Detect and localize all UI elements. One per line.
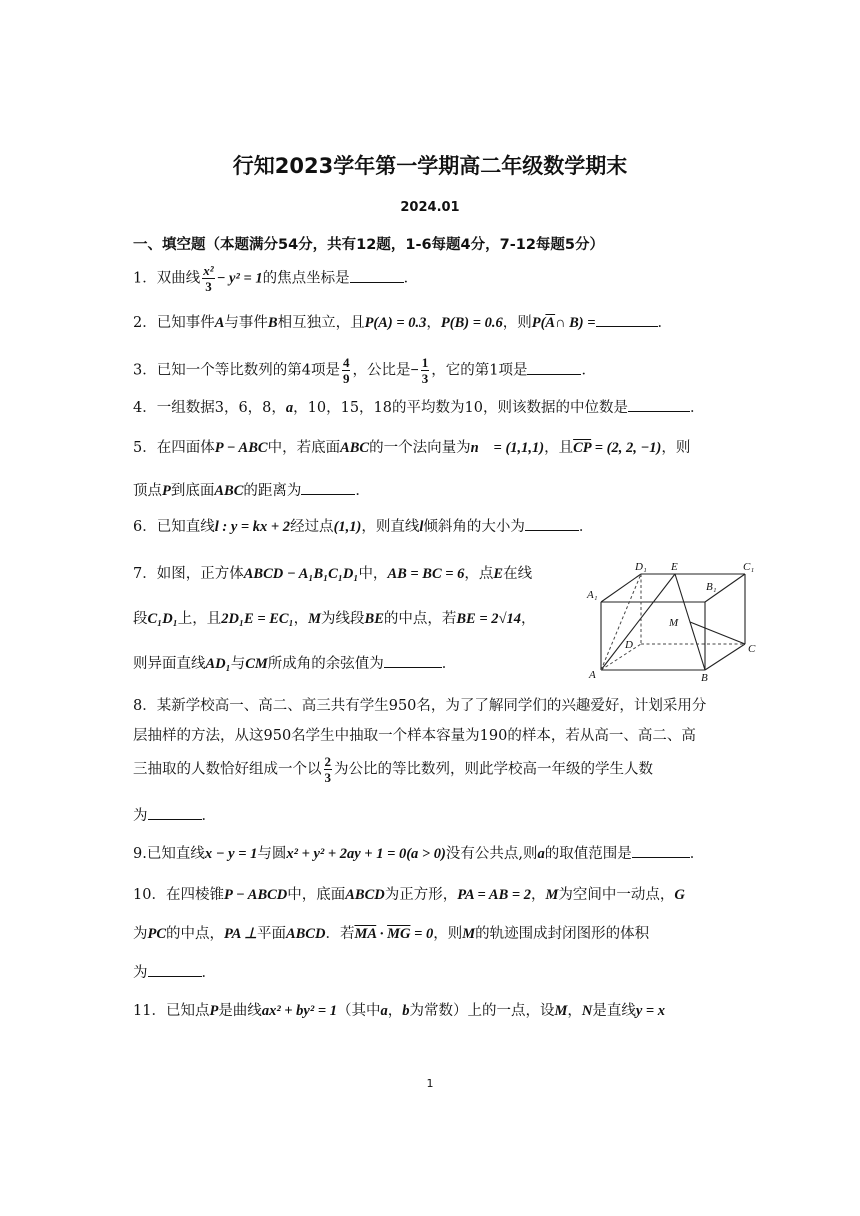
question-10-cont2: 为 ． — [133, 962, 216, 983]
question-2: 2．已知事件A与事件B相互独立，且P(A) = 0.3，P(B) = 0.6，则$P(\overline{A}\cap$ B) = ． — [133, 312, 672, 333]
cube-figure — [585, 560, 761, 682]
answer-blank[interactable] — [350, 268, 404, 283]
question-8-cont: 层抽样的方法，从这950名学生中抽取一个样本容量为190的样本，若从高一、高二、高 — [133, 728, 696, 744]
answer-blank[interactable] — [525, 516, 579, 531]
answer-blank[interactable] — [148, 805, 202, 820]
q10-dot-product: $\overline{MA} \cdot \overline{MG} = 0$ — [354, 926, 434, 942]
answer-blank[interactable] — [632, 843, 690, 858]
q1-text: 1．双曲线 — [133, 270, 201, 287]
label-d: D — [625, 639, 633, 651]
question-4: 4．一组数据3，6，8，a，10，15，18的平均数为10，则该数据的中位数是 ． — [133, 397, 704, 418]
answer-blank[interactable] — [301, 480, 355, 495]
question-10: 10．在四棱锥P − ABCD中，底面ABCD为正方形，PA = AB = 2，M为空间中一动点，G — [133, 887, 685, 903]
exam-date: 2024.01 — [400, 200, 460, 215]
q2-math-pa: P(A) = 0.3 — [364, 315, 427, 331]
question-7: 7．如图，正方体ABCD − A₁B₁C₁D₁中，AB = BC = 6，点E在线 — [133, 566, 533, 582]
question-1: 1．双曲线 $\frac{\text{x²}}{3}$ − y² = 1的焦点坐标是 ． — [133, 263, 419, 294]
segment-mc — [690, 622, 745, 644]
question-7-cont: 段C₁D₁上，且2D₁E = EC₁，M为线段BE的中点，若BE = 2√14， — [133, 611, 536, 627]
section-heading: 一、填空题（本题满分54分，共有12题，1-6每题4分，7-12每题5分） — [133, 237, 605, 253]
q3-fraction-4-9: $\frac{4}{9}$ — [342, 355, 350, 386]
page-title: 行知2023学年第一学期高二年级数学期末 — [232, 154, 628, 178]
label-d1: D₁ — [635, 561, 647, 573]
q3-fraction-1-3: $\frac{1}{3}$ — [421, 355, 429, 386]
q5-normal-vector: n⃗ = (1,1,1) — [470, 440, 545, 456]
q8-fraction-2-3: $\frac{2}{3}$ — [324, 754, 331, 785]
question-8-cont3: 为 ． — [133, 805, 216, 826]
q1-fraction: $\frac{\text{x²}}{3}$ — [203, 263, 214, 294]
label-c1: C₁ — [743, 561, 755, 573]
label-m: M — [669, 617, 679, 629]
label-b: B — [701, 672, 708, 682]
q5-vector-cp: $\overline{CP} = (2$, 2, −1) — [573, 440, 662, 456]
question-8: 8．某新学校高一、高二、高三共有学生950名，为了了解同学们的兴趣爱好，计划采用分 — [133, 698, 707, 714]
edge-bc — [705, 644, 745, 670]
answer-blank[interactable] — [527, 360, 581, 375]
question-7-cont2: 则异面直线AD₁与CM所成角的余弦值为 ． — [133, 653, 456, 674]
label-a1: A₁ — [587, 589, 598, 601]
edge-ad-hidden — [601, 644, 641, 670]
label-b1: B₁ — [706, 581, 717, 593]
q1-math: − y² = 1 — [216, 270, 263, 287]
question-10-cont: 为PC的中点，PA ⊥平面ABCD．若$\overline{MA} \cdot \overline{MG} = 0$，则M的轨迹围成封闭图形的体积 — [133, 926, 650, 942]
label-a: A — [589, 669, 596, 681]
answer-blank[interactable] — [384, 653, 442, 668]
question-3: 3．已知一个等比数列的第4项是 $\frac{4}{9}$ ，公比是− $\frac{1}{3}$ ，它的第1项是 ． — [133, 355, 596, 386]
q2-math-intersection: $P(\overline{A}\cap$ B) = — [531, 315, 596, 331]
question-8-cont2: 三抽取的人数恰好组成一个以 $\frac{2}{3}$ 为公比的等比数列，则此学校高一年级的学生人数 — [133, 754, 653, 785]
question-5: 5．在四面体P − ABC中，若底面ABC的一个法向量为n⃗ = (1,1,1)，且$\overline{CP} = (2$, 2, −1)，则 — [133, 440, 691, 456]
page-number: 1 — [426, 1077, 434, 1090]
answer-blank[interactable] — [628, 397, 690, 412]
question-6: 6．已知直线l : y = kx + 2经过点(1,1)，则直线l倾斜角的大小为 ． — [133, 516, 593, 537]
q2-math-pb: P(B) = 0.6 — [440, 315, 503, 331]
question-11: 11．已知点P是曲线ax² + by² = 1（其中a，b为常数）上的一点，设M，N是直线y = x — [133, 1003, 666, 1019]
question-5-cont: 顶点P到底面ABC的距离为 ． — [133, 480, 370, 501]
label-e: E — [671, 561, 678, 573]
label-c: C — [748, 643, 756, 655]
question-9: 9.已知直线x − y = 1与圆x² + y² + 2ay + 1 = 0(a > 0)没有公共点,则a的取值范围是 ． — [133, 843, 704, 864]
answer-blank[interactable] — [148, 962, 202, 977]
answer-blank[interactable] — [596, 312, 658, 327]
segment-ae — [601, 574, 675, 670]
